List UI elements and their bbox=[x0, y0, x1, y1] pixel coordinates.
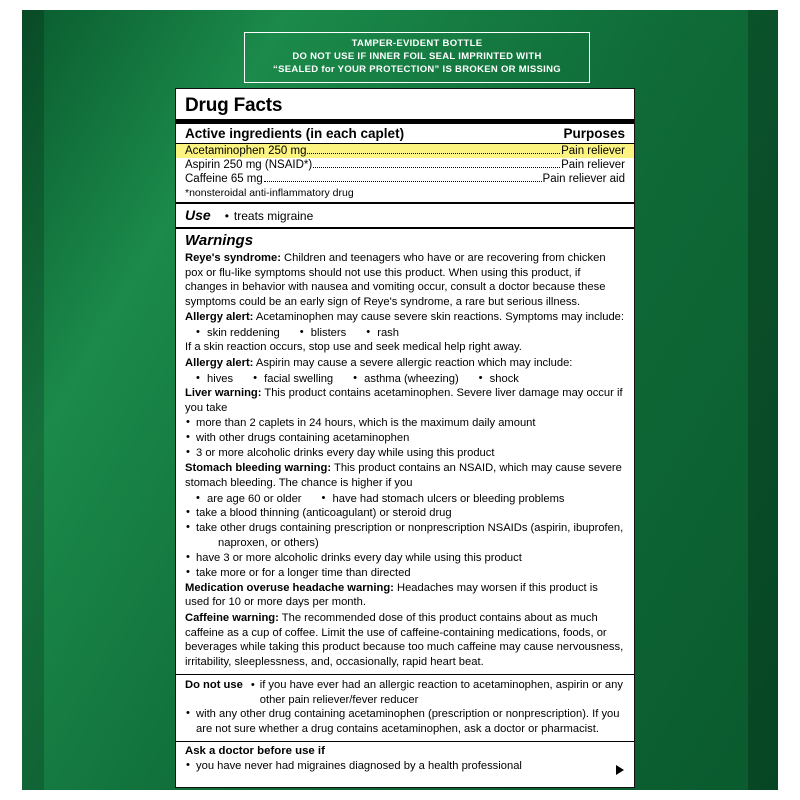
list-item: • are age 60 or older bbox=[196, 492, 302, 507]
ingredient-purpose: Pain reliever bbox=[561, 159, 625, 171]
tamper-evident-notice bbox=[244, 32, 590, 83]
list-item: • more than 2 caplets in 24 hours, which is the maximum daily amount bbox=[185, 416, 625, 431]
ask-doctor-body bbox=[176, 758, 634, 778]
stomach-bleeding-warning bbox=[185, 461, 625, 490]
list-item-text: take other drugs containing prescription or nonprescription NSAIDs (aspirin, ibuprofen, bbox=[196, 522, 624, 535]
ingredient-row bbox=[176, 144, 634, 158]
allergy-alert-acetaminophen bbox=[185, 310, 625, 325]
reyes-text: Children and teenagers who have or are recovering from chicken pox or flu-like symptoms should not use this product. When using this product, if changes in behavior with nausea and vomiting occur, consult a doctor because these symptoms could be an early sign of Reye's syndrome, a rare but serious illness. bbox=[185, 252, 606, 308]
purposes-label: Purposes bbox=[563, 126, 625, 141]
list-item: • take more or for a longer time than directed bbox=[185, 566, 625, 581]
list-item: • 3 or more alcoholic drinks every day while using this product bbox=[185, 446, 625, 461]
stomach-label: Stomach bleeding warning: bbox=[185, 462, 332, 475]
ingredient-name: Acetaminophen 250 mg bbox=[185, 145, 307, 157]
list-item: • skin reddening bbox=[196, 326, 280, 341]
do-not-use-section bbox=[176, 675, 634, 741]
list-item: • asthma (wheezing) bbox=[353, 372, 459, 387]
list-item: • blisters bbox=[300, 326, 346, 341]
liver-warning-list bbox=[185, 416, 625, 461]
stomach-text: This product contains an NSAID, which may cause severe stomach bleeding. The chance is higher if you bbox=[185, 462, 622, 489]
ingredient-name: Aspirin 250 mg (NSAID*) bbox=[185, 159, 313, 171]
ask-doctor-list bbox=[185, 759, 625, 774]
allergy2-text: Aspirin may cause a severe allergic reaction which may include: bbox=[253, 356, 573, 369]
list-item: • hives bbox=[196, 372, 233, 387]
use-section bbox=[176, 204, 634, 227]
caffeine-text: The recommended dose of this product contains about as much caffeine as a cup of coffee. Limit the use of caffeine-containing medications, foods, or beverages while taking this product because too much caffeine may cause nervousness, irritability, sleeplessness, and, occasionally, rapid heart beat. bbox=[185, 612, 624, 668]
allergy1-followup: If a skin reaction occurs, stop use and seek medical help right away. bbox=[185, 341, 522, 354]
active-ingredients-header-row bbox=[176, 124, 634, 143]
list-item: • have 3 or more alcoholic drinks every day while using this product bbox=[185, 551, 625, 566]
overuse-label: Medication overuse headache warning: bbox=[185, 581, 394, 594]
page-title: Drug Facts bbox=[185, 95, 283, 116]
list-item-continuation: naproxen, or others) bbox=[218, 536, 319, 549]
liver-label: Liver warning: bbox=[185, 387, 262, 400]
list-item: • with other drugs containing acetaminophen bbox=[185, 431, 625, 446]
bullet-icon: • bbox=[224, 209, 229, 223]
product-package-panel bbox=[22, 10, 778, 790]
drug-facts-panel bbox=[175, 88, 635, 788]
bullet-icon: • bbox=[250, 679, 255, 692]
overuse-text: Headaches may worsen if this product is used for 10 or more days per month. bbox=[185, 581, 598, 609]
list-item: • have had stomach ulcers or bleeding problems bbox=[322, 492, 565, 507]
leader-dots bbox=[307, 153, 560, 154]
list-item: • shock bbox=[479, 372, 519, 387]
tamper-line-1: TAMPER-EVIDENT BOTTLE bbox=[351, 38, 483, 49]
allergy1-label: Allergy alert: bbox=[185, 311, 254, 324]
next-section-arrow-icon bbox=[616, 765, 624, 775]
list-item: • facial swelling bbox=[253, 372, 333, 387]
ingredient-purpose: Pain reliever aid bbox=[542, 173, 625, 185]
ask-doctor-title: Ask a doctor before use if bbox=[185, 745, 325, 757]
ingredient-name: Caffeine 65 mg bbox=[185, 173, 263, 185]
nsaid-footnote: *nonsteroidal anti-inflammatory drug bbox=[185, 187, 354, 199]
allergy1-symptom-list bbox=[185, 326, 625, 341]
caffeine-warning bbox=[185, 611, 625, 669]
do-not-use-first-row bbox=[185, 678, 625, 707]
tamper-line-2: DO NOT USE IF INNER FOIL SEAL IMPRINTED WITH bbox=[292, 50, 542, 62]
list-item: • with any other drug containing acetaminophen (prescription or nonprescription). If you are not sure whether a drug contains acetaminophen, ask a doctor or pharmacist. bbox=[185, 707, 625, 736]
list-item: • you have never had migraines diagnosed by a health professional bbox=[185, 759, 625, 774]
ingredient-row bbox=[176, 158, 634, 172]
ingredient-row bbox=[176, 172, 634, 186]
use-label: Use bbox=[185, 207, 211, 223]
allergy1-text: Acetaminophen may cause severe skin reactions. Symptoms may include: bbox=[253, 311, 625, 324]
list-item bbox=[185, 521, 625, 550]
do-not-use-label: Do not use bbox=[185, 679, 243, 692]
reyes-warning bbox=[185, 251, 625, 309]
package-left-edge bbox=[22, 10, 44, 790]
liver-warning bbox=[185, 386, 625, 415]
caffeine-label: Caffeine warning: bbox=[185, 612, 279, 624]
use-text: treats migraine bbox=[233, 209, 314, 223]
warnings-body bbox=[176, 250, 634, 674]
ingredient-purpose: Pain reliever bbox=[561, 145, 625, 157]
liver-text: This product contains acetaminophen. Severe liver damage may occur if you take bbox=[185, 387, 623, 414]
leader-dots bbox=[264, 181, 542, 182]
tamper-line-3: “SEALED for YOUR PROTECTION” IS BROKEN OR MISSING bbox=[273, 63, 561, 75]
leader-dots bbox=[313, 167, 560, 168]
allergy2-label: Allergy alert: bbox=[185, 356, 254, 369]
stomach-warning-list bbox=[185, 506, 625, 580]
do-not-use-list bbox=[185, 707, 625, 736]
list-item: • take a blood thinning (anticoagulant) or steroid drug bbox=[185, 506, 625, 521]
warnings-label: Warnings bbox=[185, 232, 254, 249]
reyes-label: Reye's syndrome: bbox=[185, 252, 281, 264]
stomach-inline-list bbox=[185, 492, 625, 507]
list-item: • rash bbox=[366, 326, 399, 341]
active-ingredients-label: Active ingredients (in each caplet) bbox=[185, 126, 405, 141]
do-not-use-first-text: if you have ever had an allergic reaction to acetaminophen, aspirin or any other pain reliever/fever reducer bbox=[259, 679, 623, 706]
allergy-alert-aspirin bbox=[185, 356, 625, 371]
allergy2-symptom-list bbox=[185, 372, 625, 387]
overuse-warning bbox=[185, 581, 625, 610]
package-right-edge bbox=[748, 10, 778, 790]
